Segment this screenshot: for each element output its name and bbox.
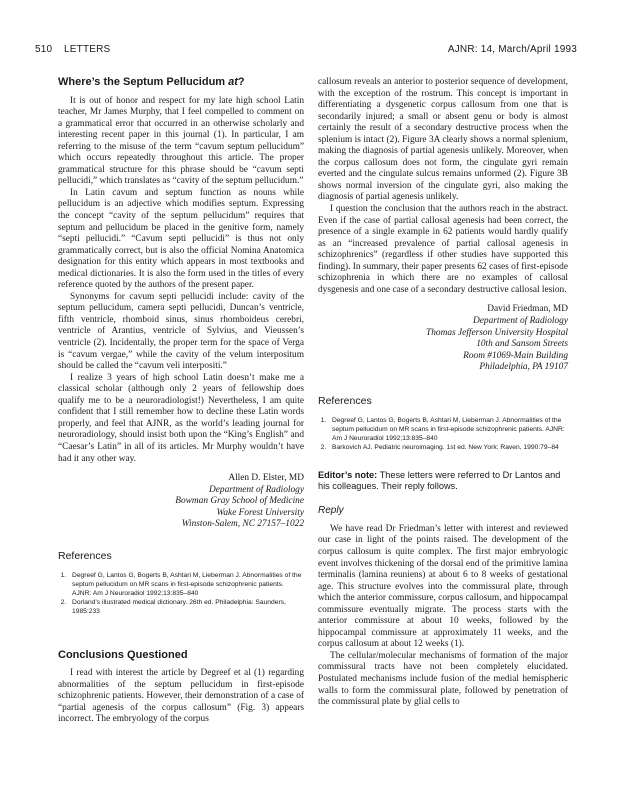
letter2-signature <box>318 304 568 374</box>
page-number: 510 <box>35 44 53 55</box>
letter1-signature <box>58 473 304 531</box>
letter1-para: In Latin cavum and septum function as nouns while pellucidum is an adjective which modifies septum. Expressing the concept “cavity of the septum pellucidum” requires that septum and pellucidum be placed in the genitive form, namely “septi pellucidi.” “Cavum septi pellucidi” is thus not only grammatically correct, but is also the official Nomina Anatomica designation for this entity which appears in most textbooks and medical dictionaries. It is also the form used in the titles of every reference quoted by the authors of the present paper. <box>58 187 304 291</box>
editors-note <box>318 470 568 493</box>
left-column <box>58 77 304 726</box>
right-column <box>318 77 568 709</box>
reference-item: 2. Barkovich AJ. Pediatric neuroimaging. 1st ed. New York: Raven, 1990:79–84 <box>328 443 568 452</box>
journal-citation: AJNR: 14, March/April 1993 <box>447 44 577 55</box>
reply-para: The cellular/molecular mechanisms of formation of the major commissural tracts have not been completely elucidated. Postulated mechanisms include fusion of the medial hemispheric walls to form the commissural plate, followed by penetration of the commissural plate by glial cells to <box>318 650 568 708</box>
reference-item: 2. Dorland’s illustrated medical dictionary. 26th ed. Philadelphia: Saunders, 1985:233 <box>68 598 304 616</box>
editors-note-text: These letters were referred to Dr Lantos and his colleagues. Their reply follows. <box>318 469 561 491</box>
author-affiliation: Bowman Gray School of Medicine <box>175 496 304 507</box>
author-affiliation: Department of Radiology <box>209 484 304 495</box>
letter1-para: Synonyms for cavum septi pellucidi include: cavity of the septum pellucidum, camera septi pellucidi, Duncan’s ventricle, fifth ventricle, rhomboid sinus, sinus rhomboideus cerebri, ventricle of Arantius, ventricle of Sylvius, and Vieussen’s ventricle (2). Incidentally, the proper term for the space of Verga is “cavum vergae,” while the cavity of the velum interpositum should be called the “cavum veli interpositi.” <box>58 291 304 372</box>
reference-item: 1. Degreef G, Lantos G, Bogerts B, Ashtari M, Lieberman J. Abnormalities of the septum pellucidum on MR scans in first-episode schizophrenic patients. AJNR: Am J Neuroradiol 1992;13:835–840 <box>68 571 304 598</box>
letter2-reference-list <box>318 416 568 452</box>
letter1-para: I realize 3 years of high school Latin doesn’t make me a classical scholar (although only 2 years of fellowship does qualify me to be a neuroradiologist!) Nevertheless, I am quite confident that I still remember how to decline these Latin words properly, and feel that AJNR, as the world’s leading journal for neuroradiology, should insist both upon the “King’s English” and “Caesar’s Latin” in all of its articles. Mr Murphy wouldn’t have had it any other way. <box>58 372 304 464</box>
letter2-para: I question the conclusion that the authors reach in the abstract. Even if the case of partial callosal agenesis had been correct, the presence of a single example in 62 patients would hardly qualify as an “increased prevalence of partial callosal agenesis in schizophrenics” (regardless if other studies have supported this finding). In summary, their paper presents 62 cases of first-episode schizophrenia in which there are no examples of callosal dysgenesis and one case of a secondary destructive callosal lesion. <box>318 204 568 295</box>
author-affiliation: Department of Radiology <box>473 315 568 326</box>
letter2-para: I read with interest the article by Degreef et al (1) regarding abnormalities of the septum pellucidum in first-episode schizophrenic patients. However, their demonstration of a case of “partial agenesis of the corpus callosum” (Fig. 3) appears incorrect. The embryology of the corpus <box>58 668 304 725</box>
letter1-reference-list <box>58 571 304 616</box>
letter2-references-title: References <box>318 394 372 407</box>
editors-note-label: Editor’s note: <box>318 469 378 480</box>
letter1-references-title: References <box>58 550 112 563</box>
author-name: Allen D. Elster, MD <box>228 473 304 484</box>
section-label: LETTERS <box>64 44 111 55</box>
author-name: David Friedman, MD <box>487 304 568 315</box>
author-affiliation: 10th and Sansom Streets <box>476 339 568 350</box>
author-affiliation: Wake Forest University <box>216 507 304 518</box>
reference-item: 1. Degreef G, Lantos G, Bogerts B, Ashtari M, Lieberman J. Abnormalities of the septum pellucidum on MR scans in first-episode schizophrenic patients. AJNR: Am J Neuroradiol 1992;13:835–840 <box>328 416 568 443</box>
letter2-title: Conclusions Questioned <box>58 648 188 661</box>
author-affiliation: Thomas Jefferson University Hospital <box>426 327 568 338</box>
letter2-para-continued: callosum reveals an anterior to posterior sequence of development, with the exception of the rostrum. This concept is important in differentiating a dysgenetic corpus callosum from one that is secondarily injured; a small or absent genu or body is almost certainly the result of a secondary destructive process when the splenium is intact (2). Figure 3A clearly shows a normal splenium, making the diagnosis of partial agenesis unlikely. Moreover, when the corpus callosum does not form, the cingulate gyri remain everted and the cingulate sulcus remains unformed (2). Figure 3B shows normal inversion of the cingulate gyri, also making the diagnosis of partial agenesis unlikely. <box>318 77 568 203</box>
author-affiliation: Room #1069-Main Building <box>463 350 568 361</box>
author-affiliation: Philadelphia, PA 19107 <box>479 362 568 373</box>
reply-para: We have read Dr Friedman’s letter with interest and reviewed our case in light of the points raised. The development of the corpus callosum is quite complex. The first major embryologic event involves thickening of the dorsal end of the primitive lamina terminalis (lamina reuniens) at about 6 to 8 weeks of gestational age. This structure evolves into the commissural plate, through which the anterior commissure, corpus callosum, and hippocampal commissure eventually migrate. The process starts with the anterior commissure at about 10 weeks, followed by the hippocampal commissure at approximately 11 weeks, and the corpus callosum at about 12 weeks (1). <box>318 523 568 650</box>
letter1-title: Where’s the Septum Pellucidum at? <box>58 76 245 88</box>
reply-title: Reply <box>318 505 344 517</box>
author-affiliation: Winston-Salem, NC 27157–1022 <box>181 519 304 530</box>
letter1-para: It is out of honor and respect for my late high school Latin teacher, Mr James Murphy, that I feel compelled to comment on a grammatical error that occurred in an otherwise scholarly and interesting recent paper in this journal (1). In particular, I am referring to the misuse of the term “cavum septum pellucidum” which occurs repeatedly throughout this article. The proper grammatical structure for this phrase should be “cavum septi pellucidi,” which translates as “cavity of the septum pellucidum.” <box>58 95 304 187</box>
